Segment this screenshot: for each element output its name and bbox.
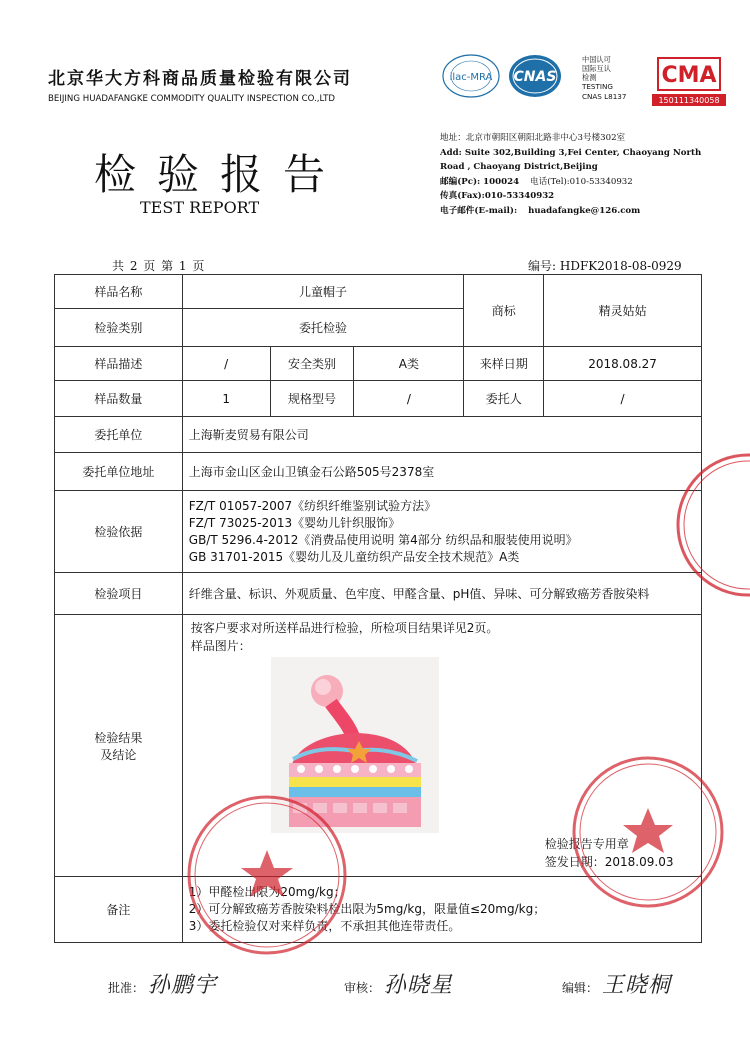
page-info: 共 2 页 第 1 页 bbox=[112, 259, 206, 273]
quantity: 1 bbox=[182, 381, 270, 417]
basis-item: FZ/T 73025-2013《婴幼儿针织服饰》 bbox=[188, 515, 401, 530]
cnas-text: CNAS bbox=[513, 69, 557, 85]
unit-address-label: 委托单位地址 bbox=[55, 453, 183, 491]
description-label: 样品描述 bbox=[55, 347, 183, 381]
edit-name: 王晓桐 bbox=[601, 973, 671, 998]
edit-label: 编辑： bbox=[562, 981, 599, 995]
table-row bbox=[55, 347, 702, 381]
test-type-label: 检验类别 bbox=[55, 309, 183, 347]
report-title-cn: 检验报告 bbox=[94, 150, 347, 199]
issue-date: 签发日期：2018.09.03 bbox=[544, 855, 674, 869]
result-text: 按客户要求对所送样品进行检验，所检项目结果详见2页。 bbox=[190, 621, 499, 635]
cma-number: 150111340058 bbox=[658, 96, 720, 105]
basis-label: 检验依据 bbox=[55, 491, 183, 573]
safety-label: 安全类别 bbox=[270, 347, 354, 381]
address-en-1: Add: Suite 302,Building 3,Fei Center, Chaoyang North bbox=[440, 147, 702, 158]
cnas-line: CNAS L8137 bbox=[582, 92, 627, 101]
result-label-line: 及结论 bbox=[100, 747, 137, 762]
cnas-line: 检测 bbox=[582, 73, 597, 82]
client-unit: 上海靳麦贸易有限公司 bbox=[182, 417, 701, 453]
address-en-2: Road , Chaoyang District,Beijing bbox=[440, 162, 598, 172]
table-row bbox=[55, 417, 702, 453]
address-cn: 地址：北京市朝阳区朝阳北路非中心3号楼302室 bbox=[440, 133, 626, 143]
seal-label: 检验报告专用章 bbox=[544, 837, 629, 851]
client-unit-address: 上海市金山区金山卫镇金石公路505号2378室 bbox=[182, 453, 701, 491]
spec-label: 规格型号 bbox=[270, 381, 354, 417]
inspection-stamp-left bbox=[182, 790, 352, 960]
table-row bbox=[55, 381, 702, 417]
company-name-cn: 北京华大方科商品质量检验有限公司 bbox=[48, 69, 352, 89]
sample-name: 儿童帽子 bbox=[182, 275, 464, 309]
cma-text: CMA bbox=[661, 63, 717, 88]
remark-item: 3）委托检验仅对来样负责，不承担其他连带责任。 bbox=[188, 919, 461, 933]
telephone: 电话(Tel):010-53340932 bbox=[530, 176, 633, 187]
brand-label: 商标 bbox=[464, 275, 544, 347]
company-address bbox=[440, 131, 740, 218]
fax: 传真(Fax):010-53340932 bbox=[440, 191, 555, 201]
edge-stamp bbox=[648, 450, 750, 600]
email: huadafangke@126.com bbox=[528, 205, 641, 216]
cnas-line: 国际互认 bbox=[582, 64, 611, 73]
test-type: 委托检验 bbox=[182, 309, 464, 347]
photo-label: 样品图片： bbox=[190, 639, 251, 653]
approve-name: 孙鹏宇 bbox=[147, 973, 217, 998]
basis-item: GB/T 5296.4-2012《消费品使用说明 第4部分 纺织品和服装使用说明》 bbox=[188, 532, 578, 547]
cnas-description bbox=[581, 55, 626, 101]
accreditation-logos bbox=[440, 50, 740, 125]
table-row bbox=[55, 491, 702, 573]
cnas-line: TESTING bbox=[582, 82, 613, 91]
inspection-stamp-right bbox=[568, 752, 728, 912]
basis-item: FZ/T 01057-2007《纺织纤维鉴别试验方法》 bbox=[188, 498, 437, 513]
ilac-text: ilac-MRA bbox=[449, 72, 493, 83]
arrival-date: 2018.08.27 bbox=[544, 347, 702, 381]
cnas-line: 中国认可 bbox=[582, 55, 611, 64]
table-row bbox=[55, 453, 702, 491]
report-title-en: TEST REPORT bbox=[140, 198, 260, 217]
cnas-logo bbox=[509, 55, 561, 97]
table-row bbox=[55, 275, 702, 309]
ilac-mra-logo bbox=[443, 55, 499, 97]
approve-signature bbox=[108, 968, 217, 999]
email-label: 电子邮件(E-mail): bbox=[440, 205, 518, 216]
brand: 精灵姑姑 bbox=[544, 275, 702, 347]
table-row bbox=[55, 573, 702, 615]
company-name-en: BEIJING HUADAFANGKE COMMODITY QUALITY INSPECTION CO.,LTD bbox=[48, 94, 335, 104]
cma-logo bbox=[652, 58, 726, 106]
remarks-label: 备注 bbox=[55, 877, 183, 943]
remark-item: 2）可分解致癌芳香胺染料检出限为5mg/kg，限量值≤20mg/kg； bbox=[188, 902, 546, 916]
test-items: 纤维含量、标识、外观质量、色牢度、甲醛含量、pH值、异味、可分解致癌芳香胺染料 bbox=[182, 573, 701, 615]
safety-category: A类 bbox=[354, 347, 464, 381]
description: / bbox=[182, 347, 270, 381]
quantity-label: 样品数量 bbox=[55, 381, 183, 417]
result-label-line: 检验结果 bbox=[94, 730, 143, 745]
arrival-label: 来样日期 bbox=[464, 347, 544, 381]
result-label bbox=[55, 615, 183, 877]
items-label: 检验项目 bbox=[55, 573, 183, 615]
spec: / bbox=[354, 381, 464, 417]
sample-name-label: 样品名称 bbox=[55, 275, 183, 309]
report-number: 编号: HDFK2018-08-0929 bbox=[528, 259, 682, 273]
approve-label: 批准： bbox=[108, 981, 145, 995]
review-signature bbox=[344, 968, 453, 999]
postal-code: 邮编(Pc): 100024 bbox=[440, 176, 520, 187]
review-name: 孙晓星 bbox=[383, 973, 453, 998]
unit-label: 委托单位 bbox=[55, 417, 183, 453]
edit-signature bbox=[562, 968, 671, 999]
client-label: 委托人 bbox=[464, 381, 544, 417]
review-label: 审核： bbox=[344, 981, 381, 995]
remark-item: 1）甲醛检出限为20mg/kg； bbox=[188, 885, 346, 899]
client: / bbox=[544, 381, 702, 417]
basis-item: GB 31701-2015《婴幼儿及儿童纺织产品安全技术规范》A类 bbox=[188, 549, 520, 564]
test-basis bbox=[182, 491, 701, 573]
